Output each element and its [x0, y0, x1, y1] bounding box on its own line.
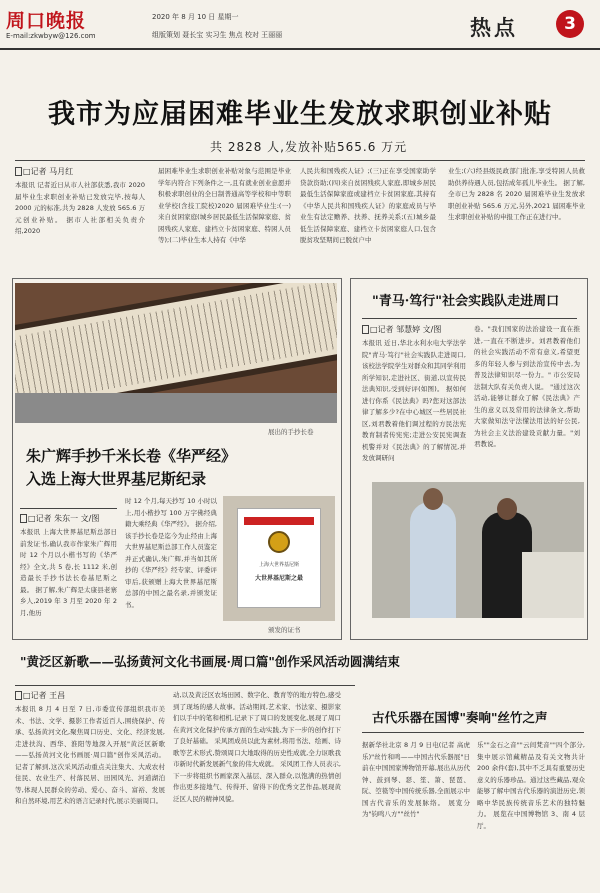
headline-title: 我市为应届困难毕业生发放求职创业补贴: [48, 99, 552, 130]
yellow-river-col-2: 动,以及黄泛区农场田园、数字化、教育等的地方特色,感受到了现场的感人故事。活动期间,艺术家、书法家、摄影家们以手中的笔和相机,记录下了周口的发展变化,展现了周口在黄河文化保护传承方面的生动实践,为下一步的创作打下了良好基础。 采风团成员以此为素材,将用书法、绘画、诗歌等艺术形式,赞颂周口大地取得的历史性成就,全力讴歌我市新时代新发展新气象的伟大成就。 采风团工作人员表示,下一步将组织书画家深入基层、深入群众,以饱满的热情创作出更多接地气、传得开、留得下的优秀文艺作品,展现黄泛区人民的精神风貌。: [173, 691, 341, 803]
certificate-emblem-icon: [268, 531, 290, 553]
certificate-text: 大世界基尼斯之最: [254, 575, 303, 582]
headline-divider: [15, 160, 585, 161]
yellow-river-title: "黄泛区新歌——弘扬黄河文化书画展·周口篇"创作采风活动圆满结束: [20, 654, 400, 669]
practice-byline: □记者 邹慧婷 文/图: [362, 324, 441, 335]
scroll-byline: □记者 朱东一 文/图: [20, 513, 99, 524]
music-col-2: 乐""金石之音""云间梵音""四个部分,集中展示馆藏精品及有关文物共计 200 余件(套),其中不乏具有重要历史意义的乐器珍品。通过这些藏品,观众能够了解中国古代乐器的演进历史,领略中华民族传统音乐艺术的独特魅力。 展览在中国博物馆 3、南 4 层厅。: [477, 741, 585, 830]
practice-title: "青马·笃行"社会实践队走进周口: [372, 294, 560, 309]
headline-byline: □记者 马月红: [15, 166, 73, 177]
practice-photo: [372, 482, 584, 618]
headline-col-3: 人民共和国残疾人证》;(三)正在享受国家助学贷款资助;(四)来自贫困残疾人家庭,即城乡居民最低生活保障家庭或建档立卡贫困家庭,其持有《中华人民共和国残疾人证》的家庭成员与毕业生有法定赡养、扶养、抚养关系;(五)城乡最低生活保障家庭、建档立卡贫困家庭人口,包含脱贫攻坚期间已脱贫户中: [300, 167, 436, 244]
headline-col-4: 业生;(六)经县级民政部门批准,享受特困人员救助供养待遇人员,包括成年孤儿毕业生。 据了解,全市已为 2828 名 2020 届困难毕业生发放求职创业补贴 565.6 万元,另外,2021 届困难毕业生求职创业补贴的申报工作正在进行中。: [448, 167, 585, 221]
scroll-col-1: 本报讯 上海大世界基尼斯总部日前发证书,确认我市作家朱广辉用时 12 个月以小楷书写的《华严经》全文,共 5 卷,长 1112 米,创造最长手抄书法长卷基尼斯之最。 据了解,朱广辉是太康县老寨乡人,2019 年 3 月至 2020 年 2 月,他历: [20, 528, 117, 617]
masthead-divider: [0, 48, 600, 50]
scroll-col-2: 时 12 个月,每天抄写 10 小时以上,用小楷抄写 100 万字佛经典籍大乘经典《华严经》。 据介绍,该手抄长卷是迄今为止经由上海大世界基尼斯总部工作人员鉴定并正式确认,朱广辉,并当如其所抄的《华严经》经专家、评委评审后,获颁赠上海大世界基尼斯总部的中国之最名录,并颁发证书。: [125, 497, 217, 609]
scroll-divider: [20, 508, 117, 509]
headline-subtitle: 共 2828 人,发放补贴565.6 万元: [210, 140, 408, 154]
headline-col-2: 届困难毕业生求职创业补贴对象与范围是毕业学年内符合下列条件之一,且有就业创业意愿并积极求职创业的全日制普通高等学校和中等职业学校(含技工院校)2020 届困难毕业生:(一)来自贫困家庭(城乡居民最低生活保障家庭、贫困残疾人家庭、建档立卡贫困家庭、特困人员等);(二)毕业生本人持有《中华: [158, 167, 291, 244]
yellow-river-divider: [15, 685, 355, 686]
masthead-editors: 组版策划 聂长宝 实习生 焦点 校对 王丽丽: [152, 31, 283, 39]
certificate-title: 上海大世界基尼斯: [258, 562, 299, 568]
practice-col-2: 卷。"我们国家的法治建设一直在推进,一直在不断进步。刘君教着他们的社会实践活动不常有意义,希望更多的年轻人参与到法治宣传中去,为普及法律知识尽一份力。" 市公安局法制大队有关负责人说。 "通过这次活动,能够让群众了解《民法典》产生的意义以及常用的法律条文,帮助大家做知法守法懂法用法的好公民,为社会主义法治建设贡献力量。"刘君教说。: [474, 325, 580, 448]
section-tag: 热点: [470, 15, 518, 40]
masthead-email: E-mail:zkwbyw@126.com: [6, 32, 96, 40]
scroll-title-line-1: 朱广辉手抄千米长卷《华严经》: [26, 447, 237, 465]
music-title: 古代乐器在国博"奏响"丝竹之声: [372, 710, 548, 725]
newspaper-logo: 周口晚报: [6, 10, 87, 32]
certificate-photo: [223, 496, 335, 621]
scroll-photo-caption: 展出的手抄长卷: [268, 428, 314, 436]
page-number-badge: 3: [556, 10, 584, 38]
music-divider: [362, 732, 584, 733]
music-col-1: 据新华社北京 8 月 9 日电(记者 高虎乐)"丝竹和鸣——中国古代乐器展"日前在中国国家博物馆开幕,展出从历代钟、鼓到琴、瑟、笙、箫、琵琶、阮、箜篌等中国传统乐器,全面展示中国古代音乐的发展脉络。 展览分为"钧鸣八方""丝竹": [362, 741, 470, 818]
practice-divider: [362, 318, 577, 319]
practice-col-1: 本报讯 近日,华北水利水电大学法学院"青马·笃行"社会实践队走进周口,该校法学院学生对群众和其同学利用所学知识,走进社区、街道,以宣传民法典知识,受到好评(如图)。 据如何进行你系《民法典》吗?您对这部法律了解多少?在中心城区一些居民社区,刘君教着他们调过程的方民法宪教育制者传宪宪;走进公安民宪调查机警并对《民法典》的了解情况,并发放调研问: [362, 339, 466, 462]
scroll-title-line-2: 入选上海大世界基尼斯纪录: [26, 470, 207, 488]
yellow-river-col-1: 本报讯 8 月 4 日至 7 日,市委宣传部组织我市美术、书法、文学、摄影工作者近百人,围绕保护、传承、弘扬黄河文化,聚焦周口历史、文化、经济发展,走进扶沟、西华、淮阳等地深入开展"黄泛区新歌——弘扬黄河文化书画展·周口篇"创作采风活动。 记者了解到,这次采风活动重点关注集大、大成农村住民、农业生产、村落民居、田园风光、河道湖泊等,体现人民群众的劳动、爱心、奋斗、富裕、发展和自然环境,用艺术的语言记录时代,展示美丽周口。: [15, 705, 165, 805]
yellow-river-byline: □记者 王昌: [15, 690, 65, 701]
certificate-caption: 颁发的证书: [268, 626, 301, 634]
masthead-date: 2020 年 8 月 10 日 星期一: [152, 13, 239, 21]
scroll-photo: [15, 283, 337, 423]
headline-col-1: 本报讯 记者近日从市人社部获悉,我市 2020 届毕业生求职创业补贴已发放完毕,按每人 2000 元的标准,共为 2828 人发放 565.6 万元创业补贴。 据市人社部相关负责介绍,2020: [15, 181, 145, 235]
